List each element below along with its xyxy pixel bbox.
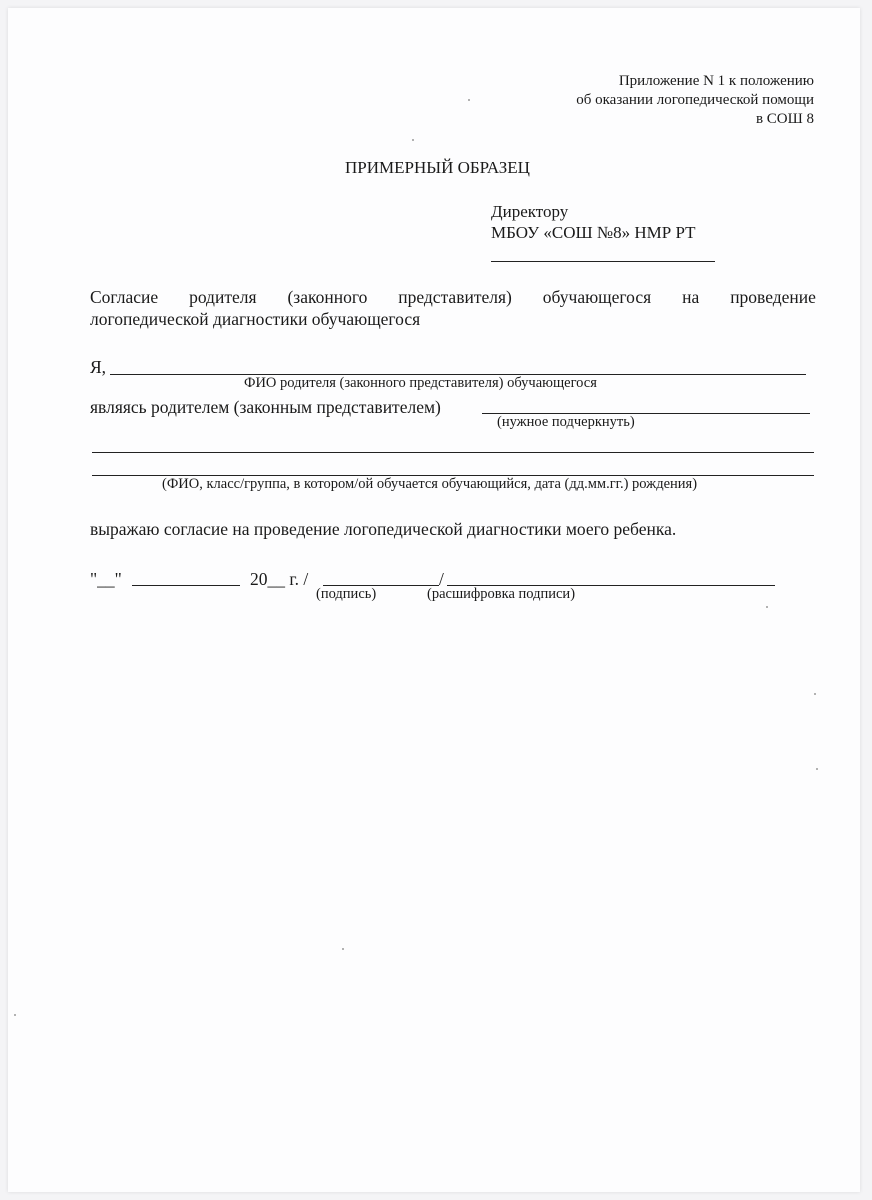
scan-speck [412, 139, 414, 141]
scan-speck [816, 768, 818, 770]
i-label: Я, [90, 357, 107, 377]
addressee-line-2: МБОУ «СОШ №8» НМР РТ [491, 223, 696, 242]
heading-word: обучающегося [542, 287, 652, 307]
parent-caption: ФИО родителя (законного представителя) обучающегося [244, 375, 597, 391]
being-parent-label: являясь родителем (законным представителем) [90, 397, 441, 417]
heading-word: родителя [189, 287, 257, 307]
heading-word: на [682, 287, 700, 307]
addressee-line-1: Директору [491, 202, 569, 221]
year-prefix: 20__ г. / [250, 569, 309, 589]
consent-statement: выражаю согласие на проведение логопедической диагностики моего ребенка. [90, 519, 677, 539]
heading-word: проведение [730, 287, 816, 307]
scan-speck [766, 606, 768, 608]
scan-speck [342, 948, 344, 950]
student-line-1[interactable] [92, 452, 814, 453]
consent-heading [90, 286, 816, 330]
scan-speck [468, 99, 470, 101]
student-caption: (ФИО, класс/группа, в котором/ой обучается обучающийся, дата (дд.мм.гг.) рождения) [162, 476, 698, 492]
document-page [8, 8, 860, 1192]
scan-speck [14, 1014, 16, 1016]
date-month-line[interactable] [132, 585, 240, 586]
annex-line-2: об оказании логопедической помощи [576, 92, 814, 108]
date-day: "__" [90, 569, 122, 589]
heading-word: Согласие [90, 287, 159, 307]
heading-word: (законного [287, 287, 368, 307]
heading-word: представителя) [398, 287, 512, 307]
annex-line-3: в СОШ 8 [755, 111, 814, 127]
underline-caption: (нужное подчеркнуть) [497, 414, 635, 430]
decryption-caption: (расшифровка подписи) [427, 586, 576, 602]
annex-line-1: Приложение N 1 к положению [618, 73, 814, 89]
document-title: ПРИМЕРНЫЙ ОБРАЗЕЦ [345, 158, 530, 177]
heading-line-2: логопедической диагностики обучающегося [90, 309, 421, 329]
signature-caption: (подпись) [316, 586, 377, 602]
scan-speck [814, 693, 816, 695]
addressee-blank-line[interactable] [491, 261, 715, 262]
signature-slash: / [439, 569, 444, 589]
